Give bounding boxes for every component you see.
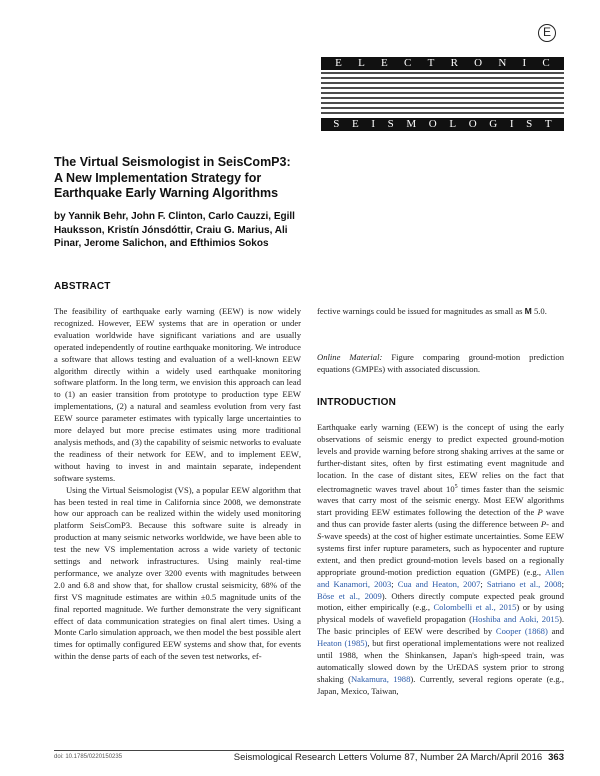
logo-letter: C <box>542 57 550 69</box>
logo-letter: E <box>335 57 342 69</box>
introduction-body <box>317 422 564 698</box>
electronic-seismologist-logo <box>321 52 564 140</box>
abstract-heading: ABSTRACT <box>54 281 111 292</box>
logo-letter: E <box>381 57 388 69</box>
left-column <box>54 306 301 663</box>
logo-letter: M <box>406 118 417 130</box>
author-line: Pinar, Jerome Salichon, and Efthimios Sokos <box>54 238 269 249</box>
title-line: The Virtual Seismologist in SeisComP3: <box>54 155 291 169</box>
online-material-note: Online Material: Figure comparing ground-motion prediction equations (GMPEs) with associated discussion. <box>317 352 564 374</box>
reference-link[interactable]: Böse et al., 2009 <box>317 590 382 601</box>
logo-bottom-band <box>321 118 564 131</box>
title-line: A New Implementation Strategy for <box>54 170 262 185</box>
author-list <box>54 210 344 251</box>
logo-letter: G <box>489 118 498 130</box>
logo-letter: T <box>427 57 435 69</box>
logo-letter: L <box>449 118 457 130</box>
right-column-top <box>317 306 564 318</box>
seismogram-lines-graphic <box>321 70 564 118</box>
paper-title <box>54 155 334 202</box>
journal-info: Seismological Research Letters Volume 87, Number 2A March/April 2016 <box>233 752 543 763</box>
reference-link[interactable]: Heaton (1985) <box>317 638 368 649</box>
reference-link[interactable]: Satriano et al., 2008 <box>486 578 562 589</box>
logo-letter: L <box>358 57 365 69</box>
logo-letter: T <box>544 118 552 130</box>
introduction-heading: INTRODUCTION <box>317 397 397 408</box>
reference-link[interactable]: Allen and Kanamori, 2003 <box>317 566 564 589</box>
reference-link[interactable]: Cooper (1868) <box>495 626 548 637</box>
abstract-continuation: fective warnings could be issued for magnitudes as small as M 5.0. <box>317 306 547 316</box>
logo-letter: S <box>526 118 533 130</box>
logo-letter: R <box>450 57 458 69</box>
logo-letter: O <box>468 118 477 130</box>
logo-letter: O <box>474 57 483 69</box>
abstract-paragraph-1: The feasibility of earthquake early warning (EEW) is now widely recognized. However, EEW systems that are in operation or under evaluation worldwide have significant variations and are usually operated independently of routine earthquake monitoring. We introduce a software that allows testing and evaluation of a well-known EEW algorithm directly within a widely used earthquake monitoring software platform. In the long term, we envision this approach can lead to (1) an easier transition from prototype to production type EEW implementations, (2) a natural and seamless evolution from very fast EEW source parameter estimates with typically large uncertainties to more delayed but more precise estimates using more traditional analysis methods, and (3) the capability of seismic networks to evaluate the readiness of their network for EEW, and to implement EEW, without having to invest in and maintain separate, independent software systems. <box>54 306 302 483</box>
footer-divider <box>54 750 564 751</box>
reference-link[interactable]: Cua and Heaton, 2007 <box>397 578 481 589</box>
doi-text: doi: 10.1785/0220150235 <box>54 754 123 760</box>
reference-link[interactable]: Colombelli et al., 2015 <box>433 602 517 613</box>
logo-letter: I <box>509 118 514 130</box>
reference-link[interactable]: Nakamura, 1988 <box>350 673 411 684</box>
logo-letter: E <box>352 118 359 130</box>
author-line: by Yannik Behr, John F. Clinton, Carlo Cauzzi, Egill <box>54 211 295 222</box>
introduction-paragraph: Earthquake early warning (EEW) is the concept of using the early observations of seismic energy to predict expected ground-motion levels and provide warning before strong shaking arrives at the same or further-distant sites, often by first estimating event magnitude and location. In the case of distant sites, EEW relies on the fact that electromagnetic waves travel about $10^5$ times faster than the seismic waves that carry most of the seismic energy. Most EEW algorithms start providing EEW estimates following the detection of the P wave and thus can provide faster alerts (using the difference between P- and S-wave speeds) at the cost of higher estimate uncertainties. Some EEW systems first infer rupture parameters, such as hypocenter and rupture extent, and then predict ground-motion levels based on a regionally appropriate ground-motion prediction equation (GMPE) (e.g., Allen and Kanamori, 2003; Cua and Heaton, 2007; Satriano et al., 2008; Böse et al., 2009). Others directly compute expected peak ground motion, either empirically (e.g., Colombelli et al., 2015) or by using physical models of wavefield propagation (Hoshiba and Aoki, 2015). The basic principles of EEW were described by Cooper (1868) and Heaton (1985), but first operational implementations were not realized until 1988, when the Shinkansen, Japan's high-speed train, was automatically slowed down by the UrEDAS system prior to strong shaking (Nakamura, 1988). Currently, several regions operate (e.g., Japan, Mexico, Taiwan, <box>317 422 565 696</box>
logo-letter: O <box>428 118 437 130</box>
logo-letter: I <box>522 57 527 69</box>
title-line: Earthquake Early Warning Algorithms <box>54 186 279 200</box>
logo-letter: S <box>387 118 394 130</box>
logo-letter: C <box>404 57 412 69</box>
logo-letter: S <box>333 118 340 130</box>
logo-letter: N <box>498 57 507 69</box>
reference-link[interactable]: Hoshiba and Aoki, 2015 <box>471 614 559 625</box>
page-number: 363 <box>548 752 564 763</box>
logo-top-band <box>321 57 564 70</box>
author-line: Hauksson, Kristín Jónsdóttir, Craiu G. Marius, Ali <box>54 224 288 236</box>
abstract-paragraph-2: Using the Virtual Seismologist (VS), a popular EEW algorithm that has been tested in real time in California since 2008, we demonstrate how our approach can be realized within the widely used monitoring platform SeisComP3. Because this software suite is already in production at many seismic networks worldwide, we have been able to test the new VS implementation across a wide variety of tectonic settings and network infrastructures. Using mainly real-time performance, we analyze over 3200 events with magnitudes between 2.0 and 6.8 and show that, for shallow crustal seismicity, 68% of the first VS magnitude estimates are within ±0.5 magnitude units of the final reported magnitude. We further demonstrate the very significant effect of data communication strategies on final alert times. Using a Monte Carlo simulation approach, we then model the best possible alert times for optimally configured EEW systems and show that, for events within the dense parts of each of the seven test networks, ef- <box>54 484 302 662</box>
logo-letter: I <box>371 118 376 130</box>
journal-footer <box>54 752 564 763</box>
electronic-supplement-badge: E <box>538 24 556 42</box>
